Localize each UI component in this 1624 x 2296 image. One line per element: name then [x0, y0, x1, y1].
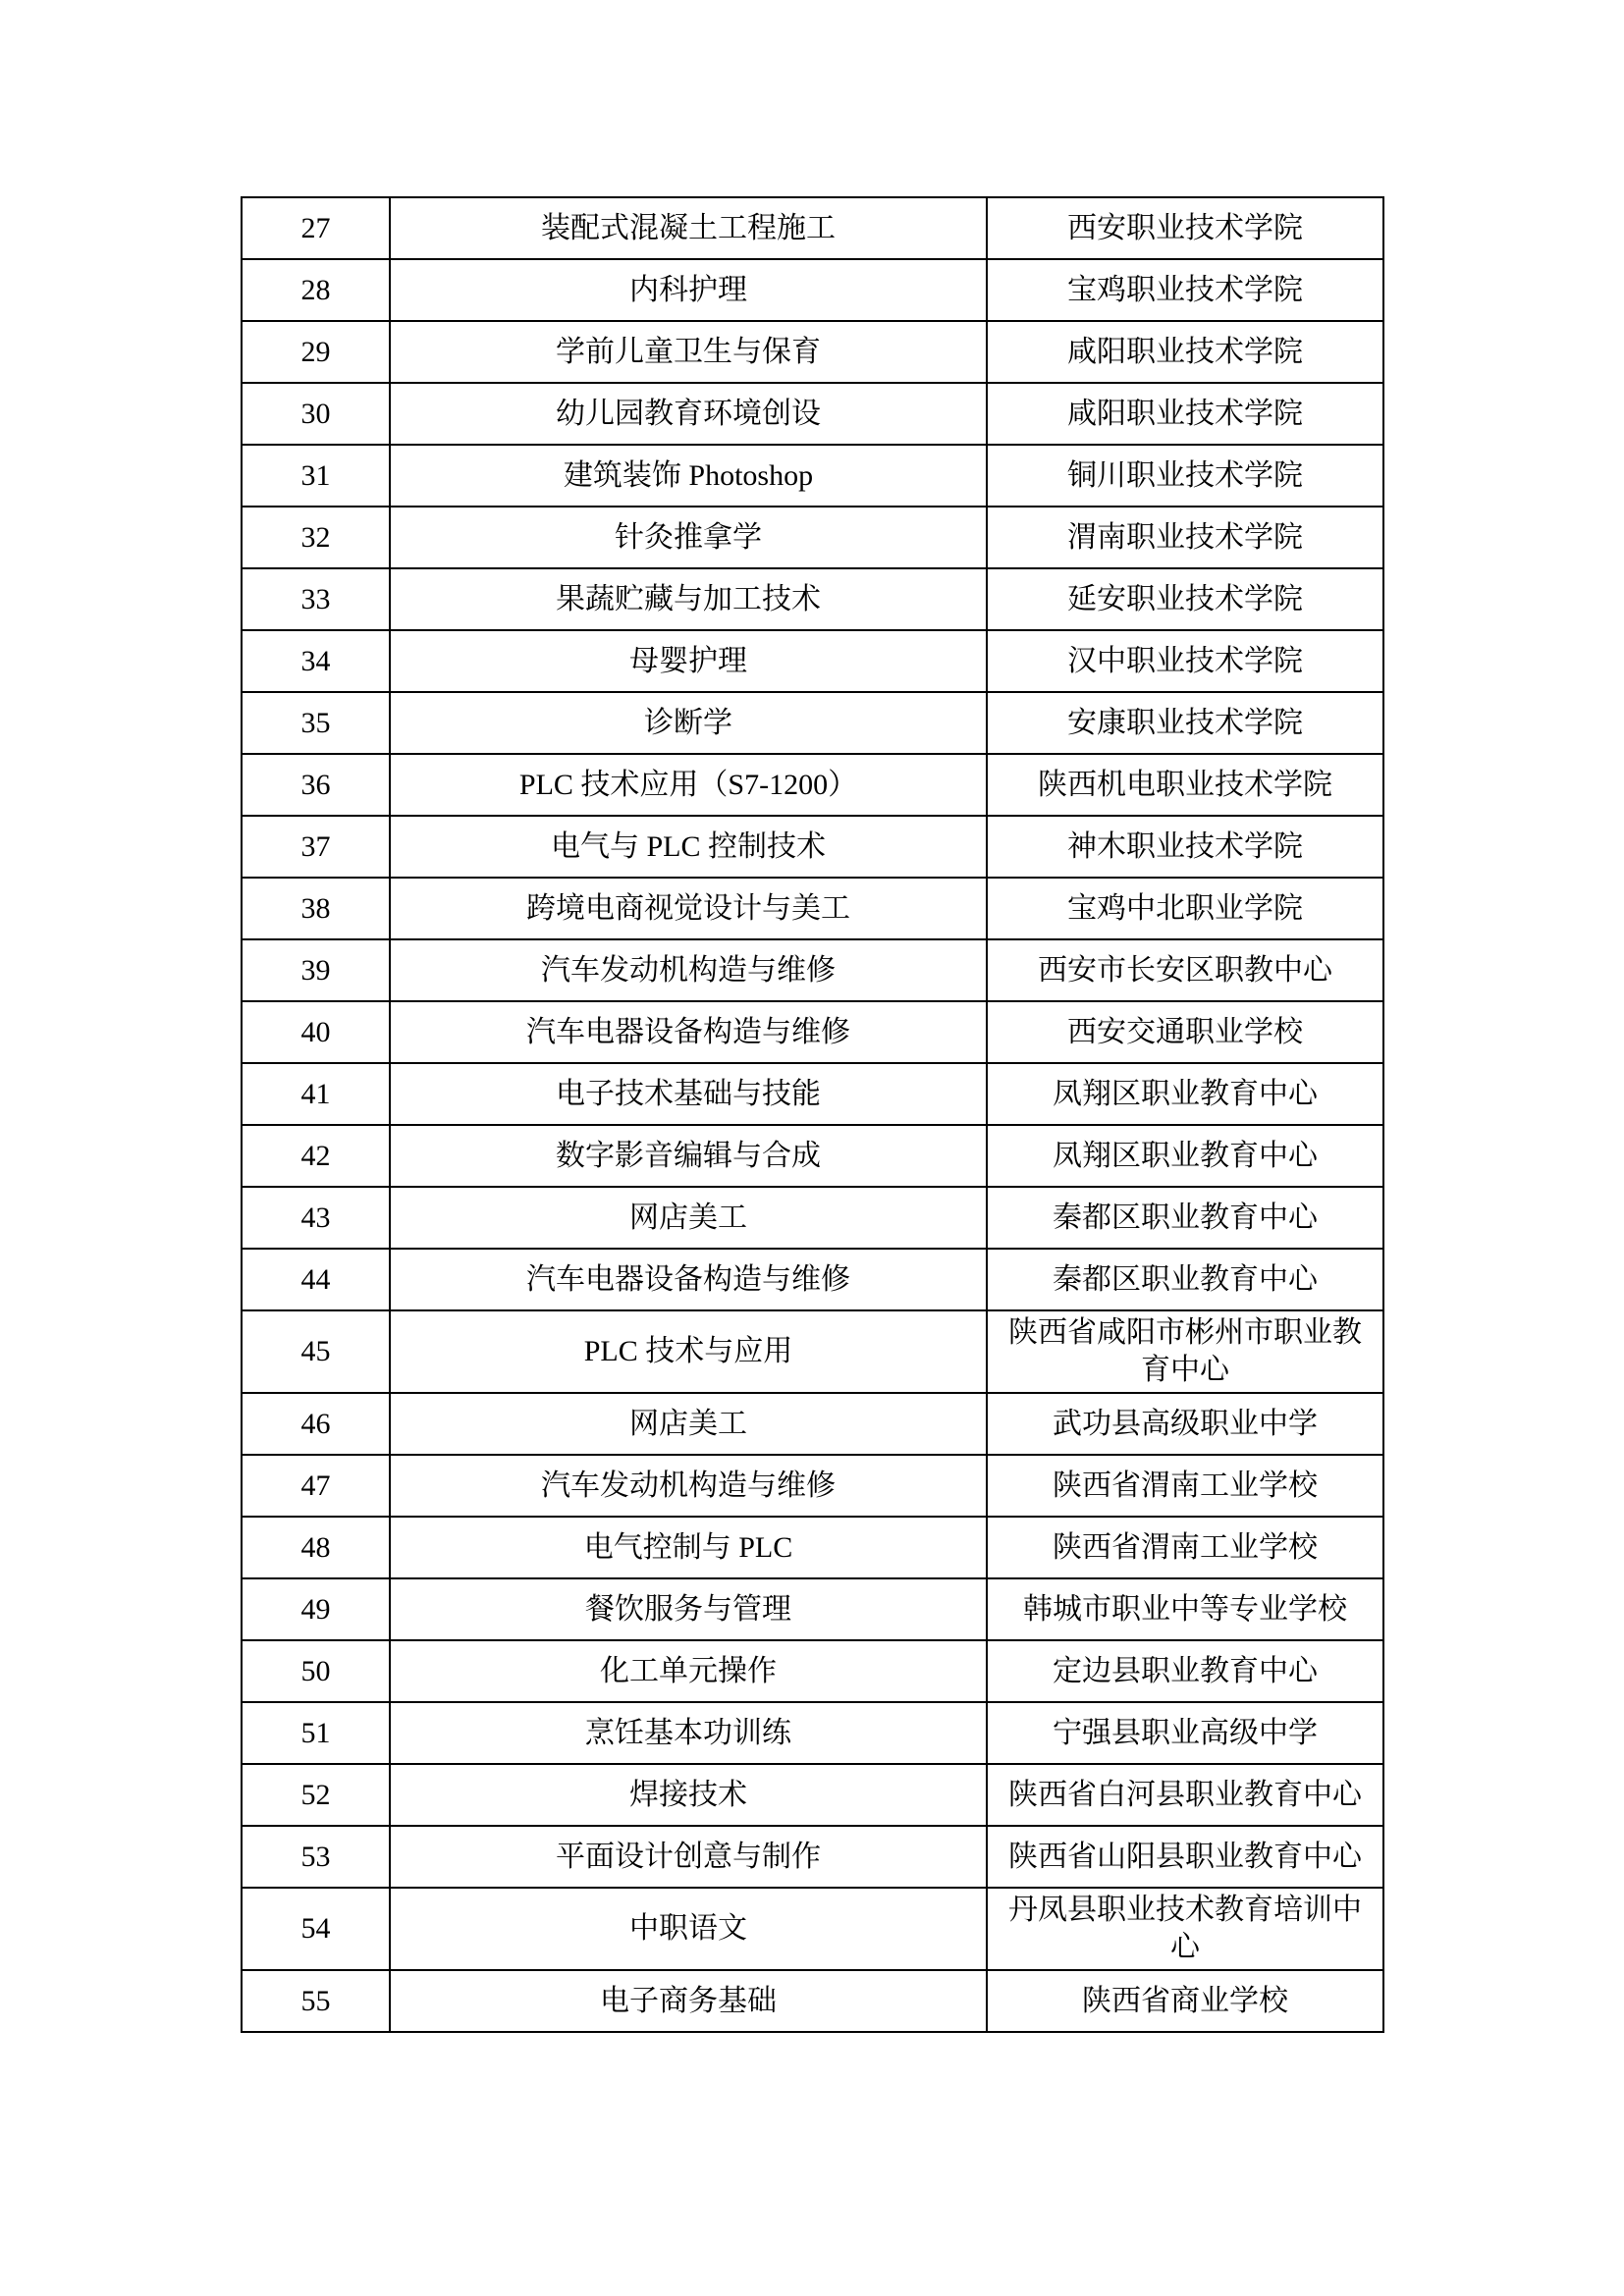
course-name-cell: 母婴护理: [390, 630, 987, 692]
row-number-cell: 51: [242, 1702, 390, 1764]
course-name-cell: 内科护理: [390, 259, 987, 321]
row-number-cell: 46: [242, 1393, 390, 1455]
row-number-cell: 47: [242, 1455, 390, 1517]
row-number-cell: 36: [242, 754, 390, 816]
row-number-cell: 31: [242, 445, 390, 507]
table-row: [242, 1764, 1383, 1826]
school-name-cell: 韩城市职业中等专业学校: [987, 1578, 1383, 1640]
school-name-cell: 渭南职业技术学院: [987, 507, 1383, 568]
table-row: [242, 1249, 1383, 1310]
row-number-cell: 50: [242, 1640, 390, 1702]
course-name-cell: 中职语文: [390, 1888, 987, 1970]
course-name-cell: 汽车电器设备构造与维修: [390, 1249, 987, 1310]
table-row: [242, 1063, 1383, 1125]
course-name-cell: 数字影音编辑与合成: [390, 1125, 987, 1187]
school-name-cell: 陕西省渭南工业学校: [987, 1455, 1383, 1517]
course-name-cell: 化工单元操作: [390, 1640, 987, 1702]
course-name-cell: PLC 技术与应用: [390, 1310, 987, 1393]
course-name-cell: 诊断学: [390, 692, 987, 754]
school-name-cell: 宝鸡职业技术学院: [987, 259, 1383, 321]
table-row: [242, 1125, 1383, 1187]
row-number-cell: 43: [242, 1187, 390, 1249]
school-name-cell: 咸阳职业技术学院: [987, 321, 1383, 383]
school-name-cell: 秦都区职业教育中心: [987, 1249, 1383, 1310]
school-name-cell: 汉中职业技术学院: [987, 630, 1383, 692]
school-name-cell: 陕西机电职业技术学院: [987, 754, 1383, 816]
row-number-cell: 49: [242, 1578, 390, 1640]
row-number-cell: 40: [242, 1001, 390, 1063]
course-name-cell: 网店美工: [390, 1393, 987, 1455]
row-number-cell: 41: [242, 1063, 390, 1125]
school-name-cell: 安康职业技术学院: [987, 692, 1383, 754]
course-name-cell: 烹饪基本功训练: [390, 1702, 987, 1764]
course-school-table-body: [242, 197, 1383, 2032]
school-name-cell: 宁强县职业高级中学: [987, 1702, 1383, 1764]
course-name-cell: 跨境电商视觉设计与美工: [390, 878, 987, 939]
course-name-cell: 幼儿园教育环境创设: [390, 383, 987, 445]
school-name-cell: 咸阳职业技术学院: [987, 383, 1383, 445]
table-row: [242, 1578, 1383, 1640]
school-name-cell: 丹凤县职业技术教育培训中心: [987, 1888, 1383, 1970]
row-number-cell: 27: [242, 197, 390, 259]
row-number-cell: 30: [242, 383, 390, 445]
table-row: [242, 321, 1383, 383]
row-number-cell: 39: [242, 939, 390, 1001]
table-row: [242, 568, 1383, 630]
table-row: [242, 1970, 1383, 2032]
table-row: [242, 1826, 1383, 1888]
school-name-cell: 神木职业技术学院: [987, 816, 1383, 878]
school-name-cell: 定边县职业教育中心: [987, 1640, 1383, 1702]
row-number-cell: 42: [242, 1125, 390, 1187]
course-name-cell: 汽车发动机构造与维修: [390, 939, 987, 1001]
row-number-cell: 29: [242, 321, 390, 383]
course-name-cell: 果蔬贮藏与加工技术: [390, 568, 987, 630]
course-name-cell: 装配式混凝土工程施工: [390, 197, 987, 259]
course-name-cell: 汽车发动机构造与维修: [390, 1455, 987, 1517]
school-name-cell: 秦都区职业教育中心: [987, 1187, 1383, 1249]
course-name-cell: 针灸推拿学: [390, 507, 987, 568]
table-row: [242, 1187, 1383, 1249]
table-row: [242, 754, 1383, 816]
course-name-cell: 平面设计创意与制作: [390, 1826, 987, 1888]
course-name-cell: 建筑装饰 Photoshop: [390, 445, 987, 507]
table-row: [242, 939, 1383, 1001]
school-name-cell: 宝鸡中北职业学院: [987, 878, 1383, 939]
table-row: [242, 1888, 1383, 1970]
row-number-cell: 54: [242, 1888, 390, 1970]
row-number-cell: 38: [242, 878, 390, 939]
row-number-cell: 44: [242, 1249, 390, 1310]
school-name-cell: 陕西省山阳县职业教育中心: [987, 1826, 1383, 1888]
table-row: [242, 816, 1383, 878]
course-name-cell: 汽车电器设备构造与维修: [390, 1001, 987, 1063]
table-row: [242, 259, 1383, 321]
school-name-cell: 陕西省渭南工业学校: [987, 1517, 1383, 1578]
course-name-cell: 学前儿童卫生与保育: [390, 321, 987, 383]
course-school-table: [241, 196, 1384, 2033]
school-name-cell: 凤翔区职业教育中心: [987, 1063, 1383, 1125]
school-name-cell: 陕西省商业学校: [987, 1970, 1383, 2032]
row-number-cell: 55: [242, 1970, 390, 2032]
table-row: [242, 1640, 1383, 1702]
row-number-cell: 32: [242, 507, 390, 568]
row-number-cell: 34: [242, 630, 390, 692]
row-number-cell: 48: [242, 1517, 390, 1578]
course-name-cell: 电子商务基础: [390, 1970, 987, 2032]
school-name-cell: 武功县高级职业中学: [987, 1393, 1383, 1455]
table-row: [242, 1310, 1383, 1393]
row-number-cell: 37: [242, 816, 390, 878]
row-number-cell: 35: [242, 692, 390, 754]
course-name-cell: 电子技术基础与技能: [390, 1063, 987, 1125]
row-number-cell: 53: [242, 1826, 390, 1888]
school-name-cell: 陕西省咸阳市彬州市职业教育中心: [987, 1310, 1383, 1393]
row-number-cell: 33: [242, 568, 390, 630]
course-name-cell: 餐饮服务与管理: [390, 1578, 987, 1640]
table-row: [242, 1455, 1383, 1517]
table-row: [242, 1517, 1383, 1578]
table-row: [242, 197, 1383, 259]
course-name-cell: 网店美工: [390, 1187, 987, 1249]
table-row: [242, 1393, 1383, 1455]
course-name-cell: 电气控制与 PLC: [390, 1517, 987, 1578]
course-name-cell: PLC 技术应用（S7-1200）: [390, 754, 987, 816]
course-name-cell: 电气与 PLC 控制技术: [390, 816, 987, 878]
table-row: [242, 507, 1383, 568]
table-row: [242, 1702, 1383, 1764]
row-number-cell: 52: [242, 1764, 390, 1826]
table-row: [242, 630, 1383, 692]
school-name-cell: 西安交通职业学校: [987, 1001, 1383, 1063]
school-name-cell: 西安市长安区职教中心: [987, 939, 1383, 1001]
school-name-cell: 陕西省白河县职业教育中心: [987, 1764, 1383, 1826]
school-name-cell: 延安职业技术学院: [987, 568, 1383, 630]
table-row: [242, 692, 1383, 754]
table-row: [242, 383, 1383, 445]
school-name-cell: 西安职业技术学院: [987, 197, 1383, 259]
course-name-cell: 焊接技术: [390, 1764, 987, 1826]
table-row: [242, 445, 1383, 507]
table-row: [242, 878, 1383, 939]
row-number-cell: 45: [242, 1310, 390, 1393]
table-row: [242, 1001, 1383, 1063]
row-number-cell: 28: [242, 259, 390, 321]
school-name-cell: 凤翔区职业教育中心: [987, 1125, 1383, 1187]
school-name-cell: 铜川职业技术学院: [987, 445, 1383, 507]
